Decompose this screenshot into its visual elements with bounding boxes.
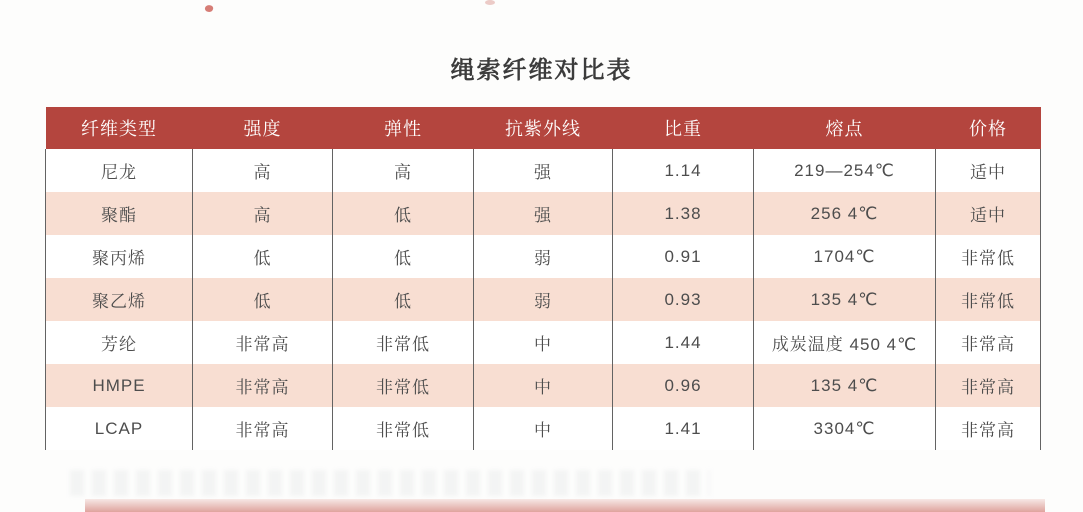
table-row-polyethylene xyxy=(46,278,1041,321)
table-cell: 弱 xyxy=(474,278,613,321)
red-scan-speck-icon xyxy=(485,0,495,5)
table-cell: 非常高 xyxy=(936,364,1041,407)
column-header-uv-resistance: 抗紫外线 xyxy=(474,107,613,149)
table-cell: 非常低 xyxy=(936,278,1041,321)
table-body xyxy=(46,149,1041,450)
table-cell: 强 xyxy=(474,192,613,235)
table-cell: 0.96 xyxy=(613,364,754,407)
table-cell: 3304℃ xyxy=(754,407,936,450)
table-row-hmpe xyxy=(46,364,1041,407)
table-cell: 非常低 xyxy=(333,407,474,450)
column-header-specific-gravity: 比重 xyxy=(613,107,754,149)
column-header-price: 价格 xyxy=(936,107,1041,149)
table-cell: 适中 xyxy=(936,149,1041,192)
table-cell: 1.38 xyxy=(613,192,754,235)
table-cell: 非常高 xyxy=(193,407,333,450)
red-scan-speck-icon xyxy=(204,4,214,13)
table-cell: 低 xyxy=(193,235,333,278)
table-cell: LCAP xyxy=(46,407,193,450)
table-cell: 聚丙烯 xyxy=(46,235,193,278)
table-cell: 成炭温度 450 4℃ xyxy=(754,321,936,364)
table-row-lcap xyxy=(46,407,1041,450)
column-header-elasticity: 弹性 xyxy=(333,107,474,149)
table-cell: 非常低 xyxy=(333,364,474,407)
table-row-polyester xyxy=(46,192,1041,235)
table-cell: 135 4℃ xyxy=(754,364,936,407)
table-cell: 中 xyxy=(474,407,613,450)
column-header-strength: 强度 xyxy=(193,107,333,149)
column-header-melting-point: 熔点 xyxy=(754,107,936,149)
table-cell: 适中 xyxy=(936,192,1041,235)
table-cell: 低 xyxy=(333,192,474,235)
table-cell: 高 xyxy=(333,149,474,192)
table-cell: 256 4℃ xyxy=(754,192,936,235)
table-cell: 聚乙烯 xyxy=(46,278,193,321)
page-bleed-through-ghost xyxy=(70,470,710,496)
table-header xyxy=(46,107,1041,149)
table-cell: 0.93 xyxy=(613,278,754,321)
table-cell: 非常低 xyxy=(936,235,1041,278)
table-cell: 非常高 xyxy=(193,321,333,364)
table-cell: 1.44 xyxy=(613,321,754,364)
next-table-header-sliver xyxy=(85,499,1045,512)
table-cell: 芳纶 xyxy=(46,321,193,364)
table-cell: 尼龙 xyxy=(46,149,193,192)
table-cell: 非常高 xyxy=(936,321,1041,364)
page-title: 绳索纤维对比表 xyxy=(450,57,633,84)
table-cell: 非常低 xyxy=(333,321,474,364)
table-cell: 低 xyxy=(333,235,474,278)
table-cell: 中 xyxy=(474,364,613,407)
table-cell: 中 xyxy=(474,321,613,364)
table-cell: 1.14 xyxy=(613,149,754,192)
header-row xyxy=(46,107,1041,149)
table-cell: 弱 xyxy=(474,235,613,278)
table-cell: 非常高 xyxy=(193,364,333,407)
table-cell: 低 xyxy=(333,278,474,321)
table-cell: HMPE xyxy=(46,364,193,407)
column-header-fiber-type: 纤维类型 xyxy=(46,107,193,149)
table-cell: 219—254℃ xyxy=(754,149,936,192)
fiber-comparison-table xyxy=(45,107,1041,450)
table-cell: 聚酯 xyxy=(46,192,193,235)
table-row-nylon xyxy=(46,149,1041,192)
table-cell: 强 xyxy=(474,149,613,192)
table-row-aramid xyxy=(46,321,1041,364)
table-cell: 高 xyxy=(193,149,333,192)
table-cell: 0.91 xyxy=(613,235,754,278)
table-row-polypropylene xyxy=(46,235,1041,278)
table-cell: 1.41 xyxy=(613,407,754,450)
table-cell: 非常高 xyxy=(936,407,1041,450)
table-cell: 高 xyxy=(193,192,333,235)
table-cell: 1704℃ xyxy=(754,235,936,278)
table-cell: 135 4℃ xyxy=(754,278,936,321)
table-cell: 低 xyxy=(193,278,333,321)
